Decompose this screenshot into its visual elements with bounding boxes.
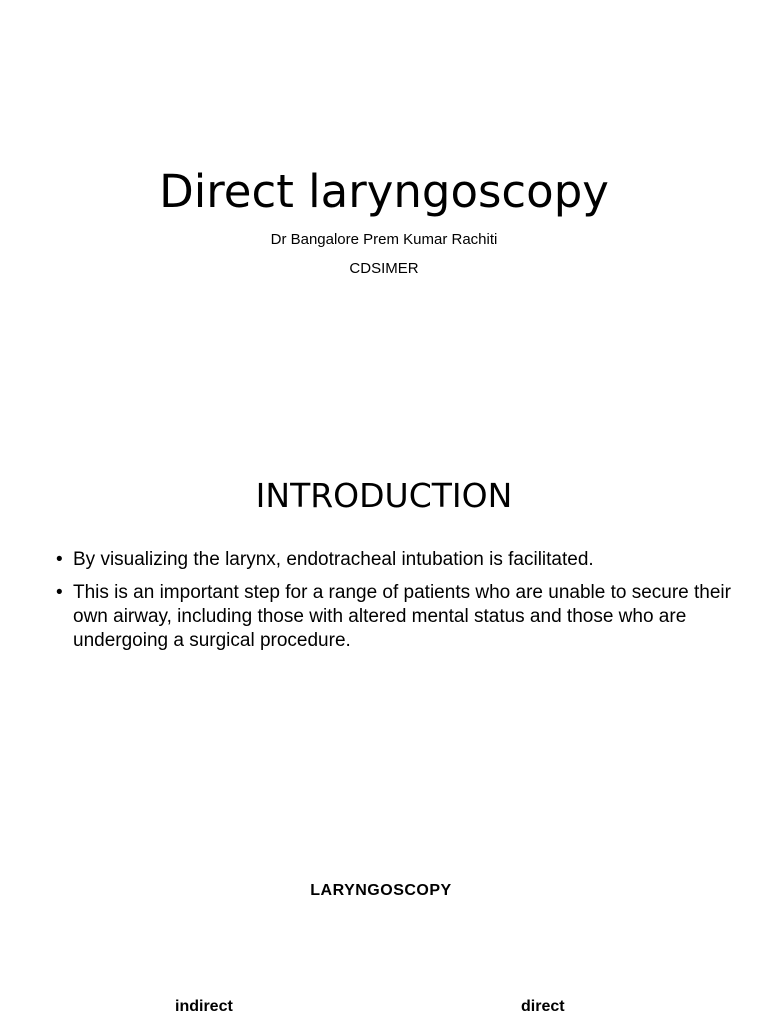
institution-name: CDSIMER [349,260,419,277]
bullet-text: This is an important step for a range of patients who are unable to secure their own airway, including those with altered mental status and those who are undergoing a surgical procedure. [73,582,731,651]
branch-indirect-label: indirect [175,998,233,1015]
branch-direct-label: direct [521,998,565,1015]
bullet-icon: • [56,582,63,603]
bullet-icon: • [56,549,63,570]
diagram-title: LARYNGOSCOPY [310,882,452,899]
author-name: Dr Bangalore Prem Kumar Rachiti [270,231,498,248]
bullet-list [56,548,736,662]
list-item [56,581,736,653]
section-title: INTRODUCTION [255,476,513,515]
slide-title: Direct laryngoscopy [159,165,609,218]
list-item [56,548,736,572]
bullet-text: By visualizing the larynx, endotracheal intubation is facilitated. [73,549,594,570]
